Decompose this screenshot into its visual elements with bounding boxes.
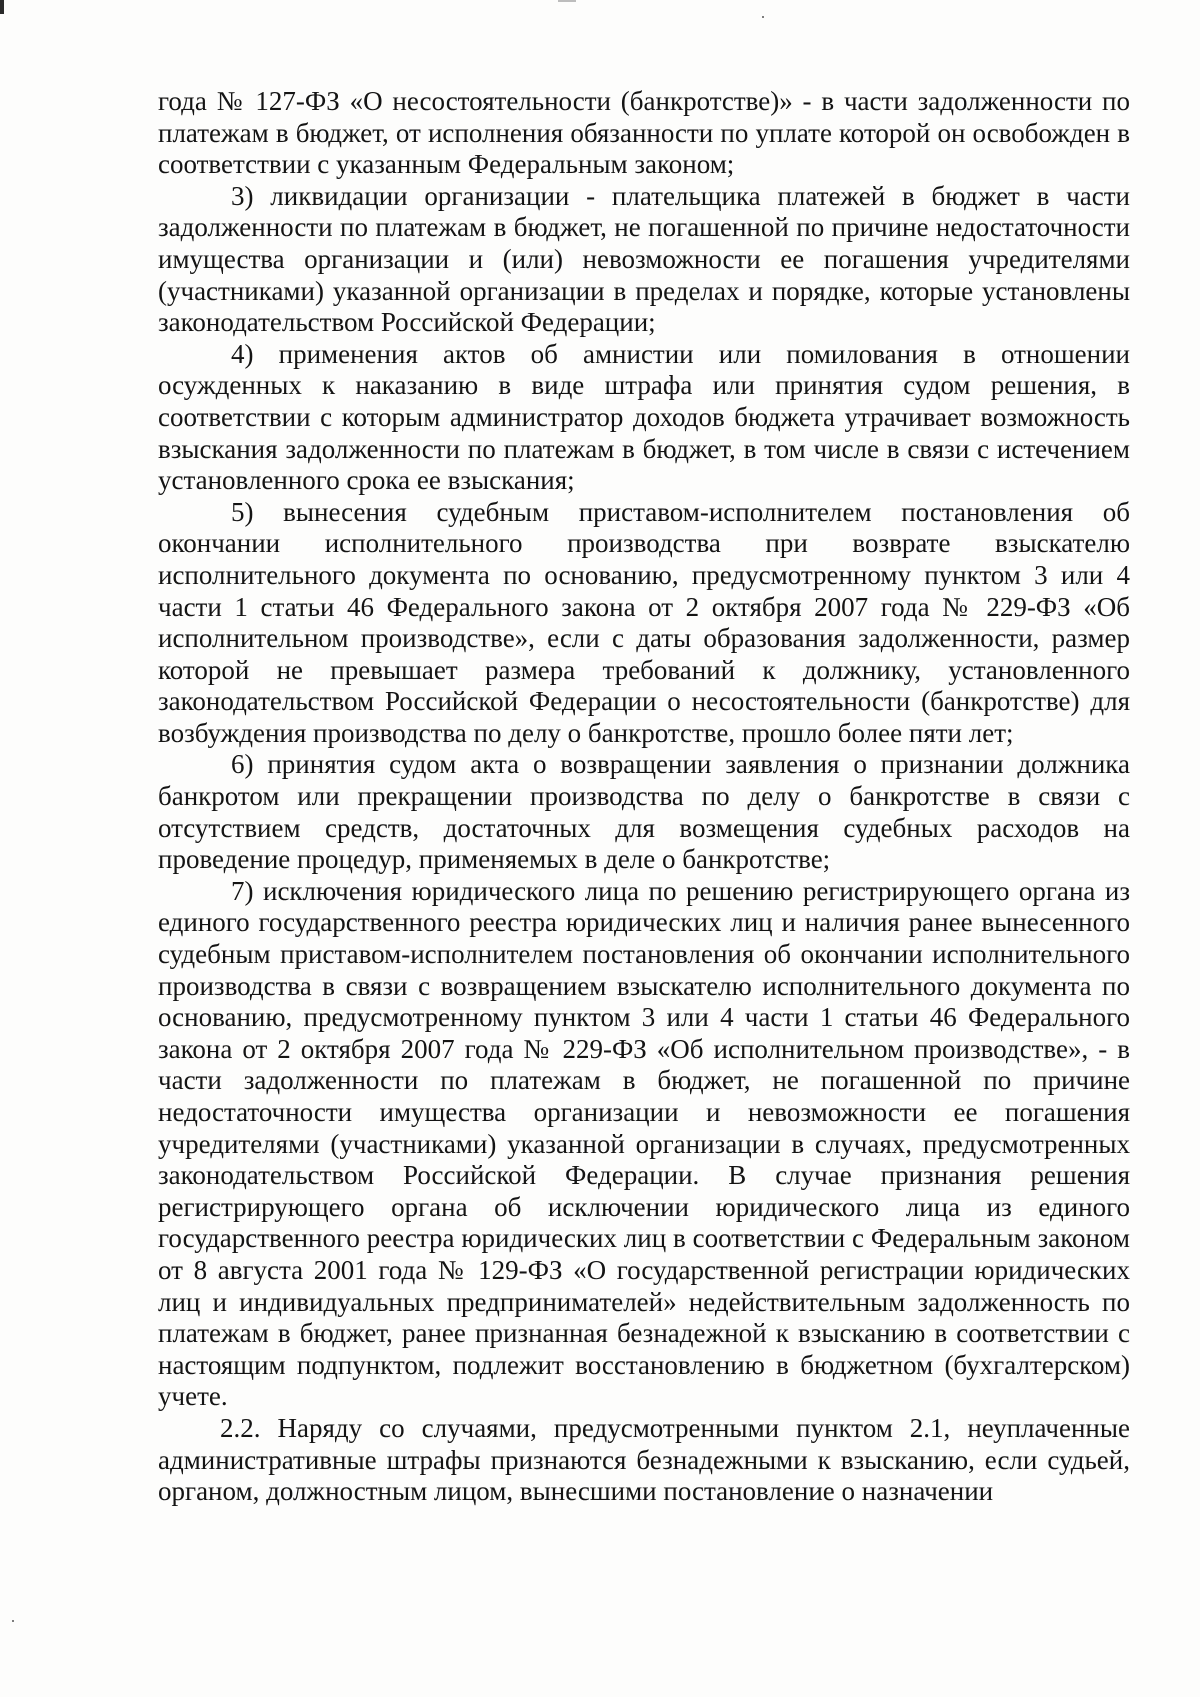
- paragraph-item-5: 5) вынесения судебным приставом-исполнителем постановления об окончании исполнительного производства при возврате взыскателю исполнительного документа по основанию, предусмотренному пунктом 3 или 4 части 1 статьи 46 Федерального закона от 2 октября 2007 года № 229-ФЗ «Об исполнительном производстве», если с даты образования задолженности, размер которой не превышает размера требований к должнику, установленного законодательством Российской Федерации о несостоятельности (банкротстве) для возбуждения производства по делу о банкротстве, прошло более пяти лет;: [158, 496, 1130, 748]
- scan-speck: [762, 16, 764, 18]
- scan-speck: [12, 1620, 14, 1622]
- scan-edge-mark: [0, 0, 4, 14]
- paragraph-section-2-2: 2.2. Наряду со случаями, предусмотренными пунктом 2.1, неуплаченные административные штрафы признаются безнадежными к взысканию, если судьей, органом, должностным лицом, вынесшими постановление о назначении: [158, 1412, 1130, 1507]
- paragraph-item-6: 6) принятия судом акта о возвращении заявления о признании должника банкротом или прекращении производства по делу о банкротстве в связи с отсутствием средств, достаточных для возмещения судебных расходов на проведение процедур, применяемых в деле о банкротстве;: [158, 749, 1130, 875]
- paragraph-item-7: 7) исключения юридического лица по решению регистрирующего органа из единого государственного реестра юридических лиц и наличия ранее вынесенного судебным приставом-исполнителем постановления об окончании исполнительного производства в связи с возвращением взыскателю исполнительного документа по основанию, предусмотренному пунктом 3 или 4 части 1 статьи 46 Федерального закона от 2 октября 2007 года № 229-ФЗ «Об исполнительном производстве», - в части задолженности по платежам в бюджет, не погашенной по причине недостаточности имущества организации и невозможности ее погашения учредителями (участниками) указанной организации в случаях, предусмотренных законодательством Российской Федерации. В случае признания решения регистрирующего органа об исключении юридического лица из единого государственного реестра юридических лиц в соответствии с Федеральным законом от 8 августа 2001 года № 129-ФЗ «О государственной регистрации юридических лиц и индивидуальных предпринимателей» недействительным задолженность по платежам в бюджет, ранее признанная безнадежной к взысканию в соответствии с настоящим подпунктом, подлежит восстановлению в бюджетном (бухгалтерском) учете.: [158, 875, 1130, 1412]
- document-body: [158, 86, 1130, 1508]
- paragraph-continuation: года № 127-ФЗ «О несостоятельности (банкротстве)» - в части задолженности по платежам в бюджет, от исполнения обязанности по уплате которой он освобожден в соответствии с указанным Федеральным законом;: [158, 86, 1130, 180]
- scan-top-mark: [558, 0, 576, 2]
- paragraph-item-4: 4) применения актов об амнистии или помилования в отношении осужденных к наказанию в виде штрафа или принятия судом решения, в соответствии с которым администратор доходов бюджета утрачивает возможность взыскания задолженности по платежам в бюджет, в том числе в связи с истечением установленного срока ее взыскания;: [158, 338, 1130, 496]
- paragraph-item-3: 3) ликвидации организации - плательщика платежей в бюджет в части задолженности по платежам в бюджет, не погашенной по причине недостаточности имущества организации и (или) невозможности ее погашения учредителями (участниками) указанной организации в пределах и порядке, которые установлены законодательством Российской Федерации;: [158, 180, 1130, 338]
